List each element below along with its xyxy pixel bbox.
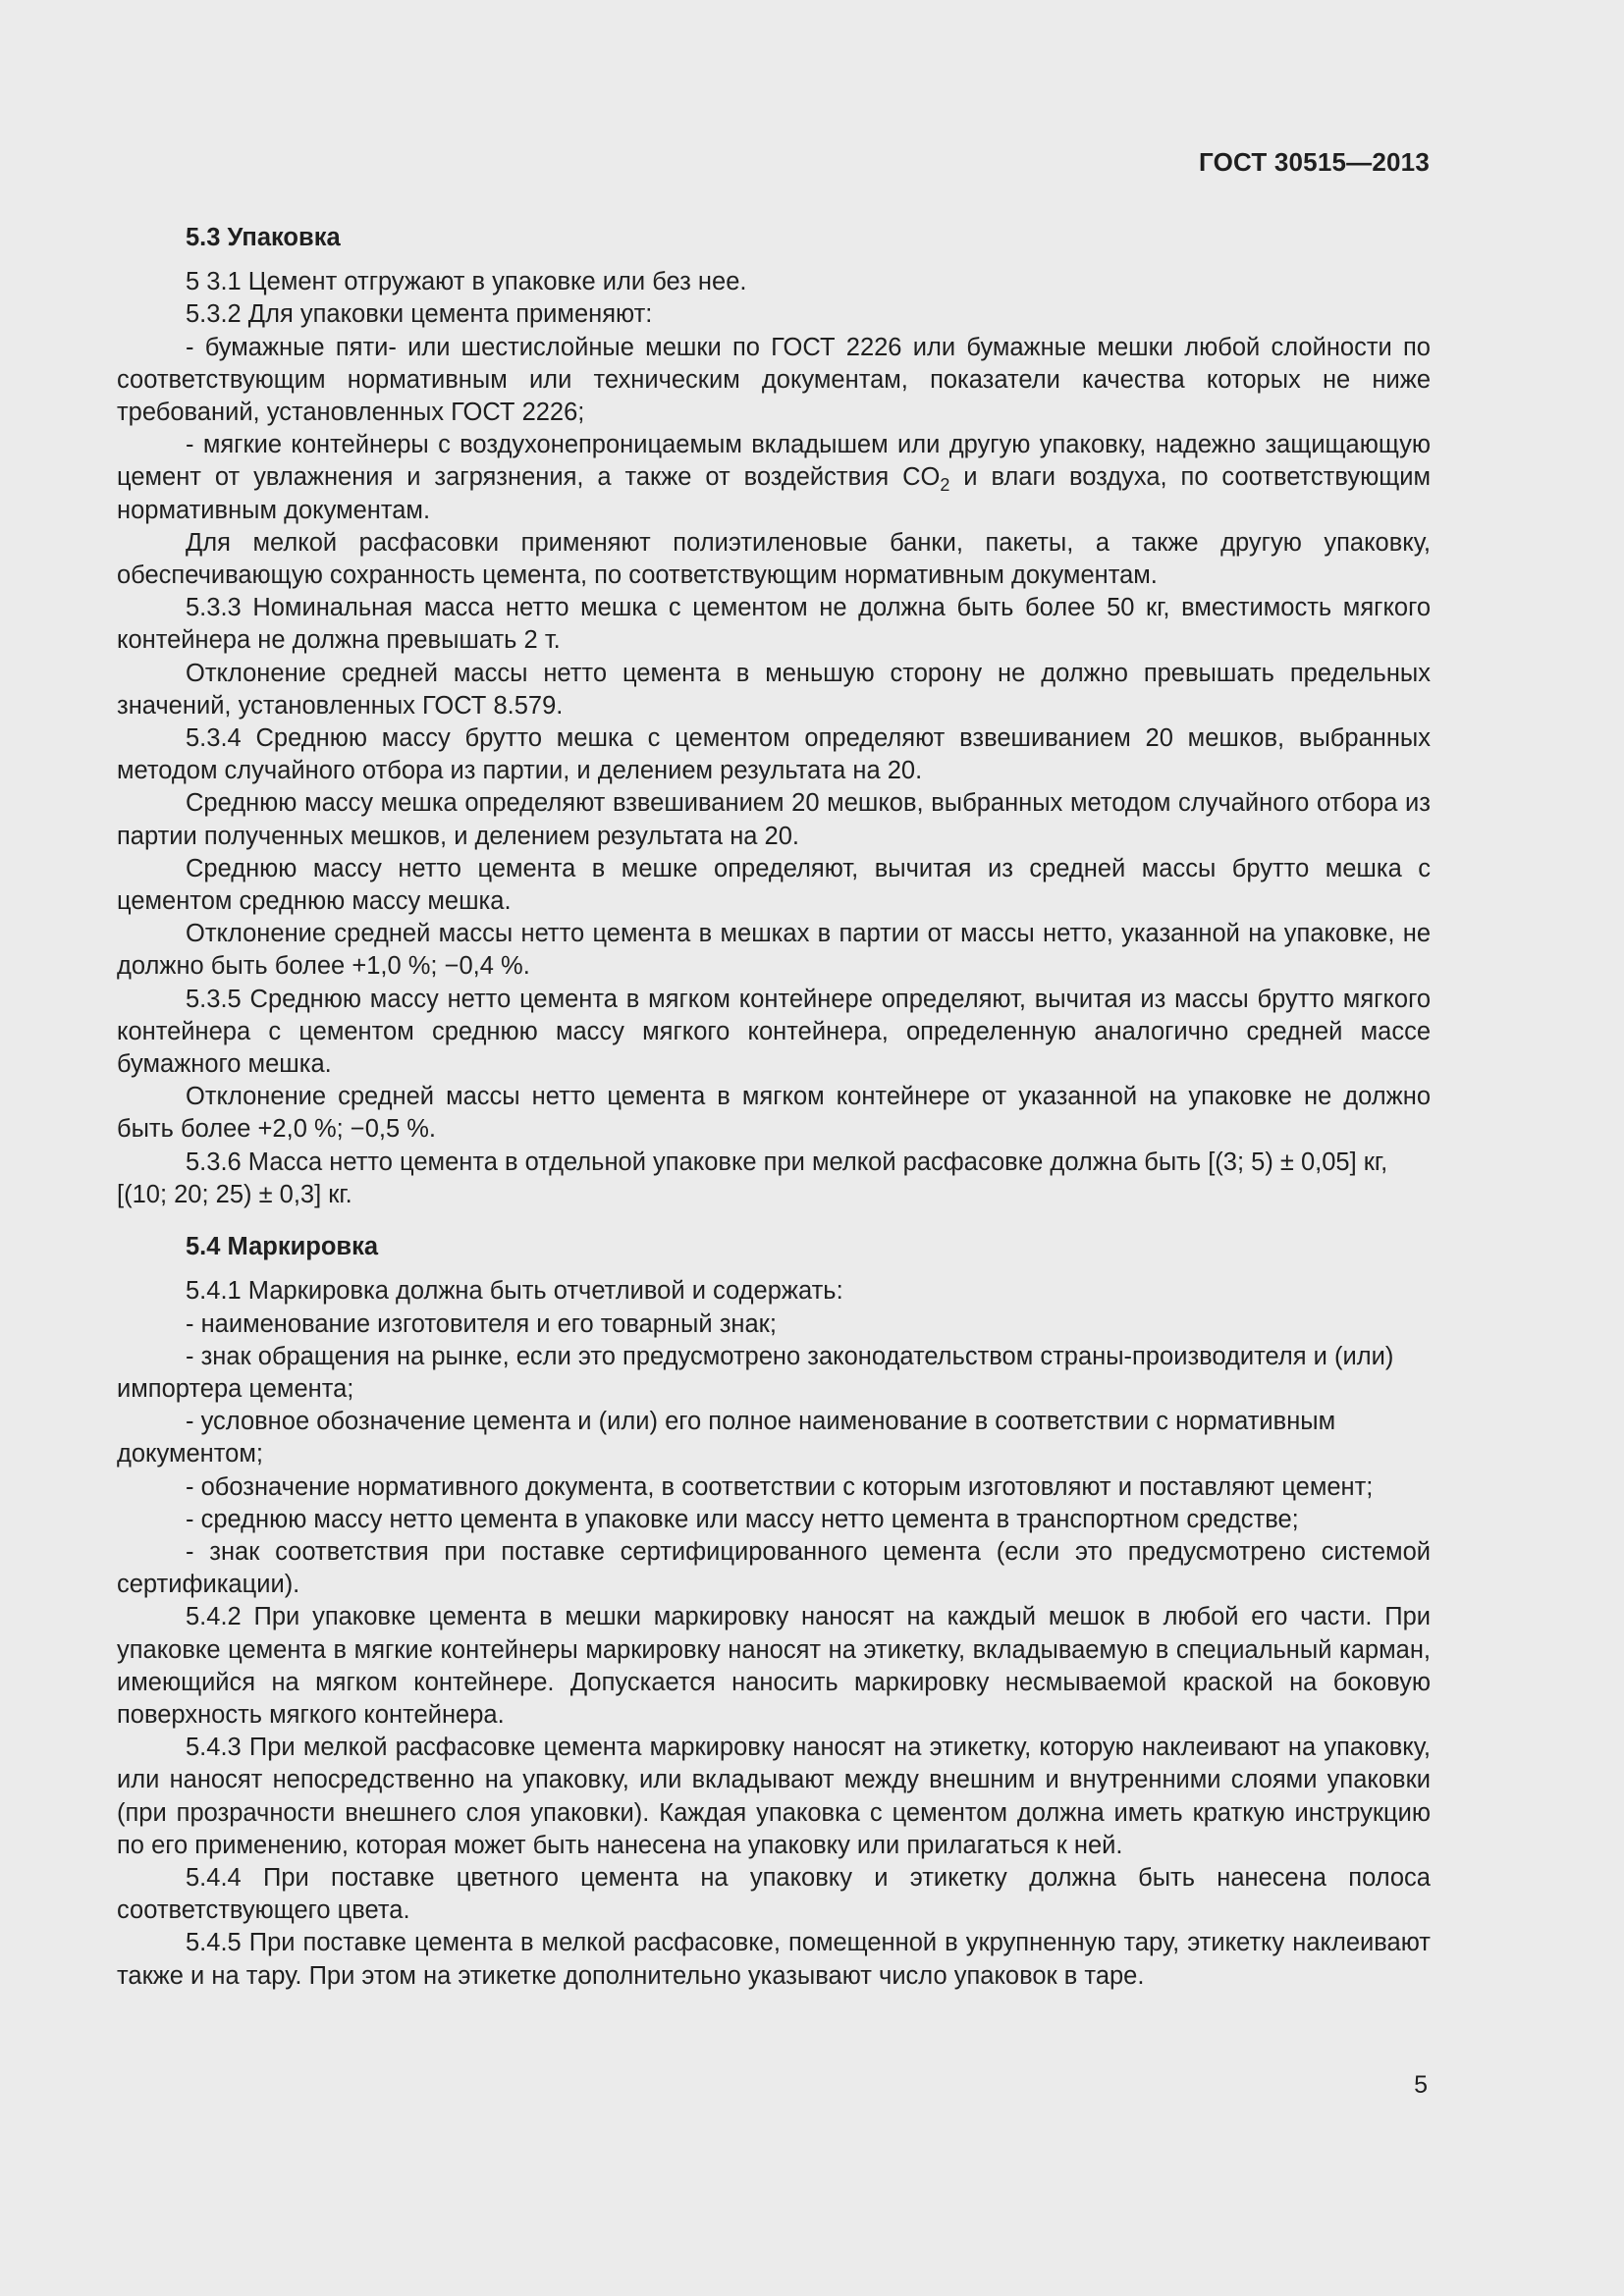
page-number: 5 — [1414, 2071, 1428, 2099]
paragraph-bag-mass: Среднюю массу мешка определяют взвешиванием 20 мешков, выбранных методом случайного отбора из партии полученных мешков, и делением результата на 20. — [117, 789, 1431, 850]
page-body — [117, 222, 1431, 1993]
soft-containers-text-start: - мягкие контейнеры с воздухонепроницаемым вкладышем или другую упаковку, надежно защищающую цемент от увлажнения и загрязнения, а также от воздействия CO — [117, 431, 1431, 492]
co2-subscript: 2 — [940, 475, 950, 496]
list-item-net-mass: - среднюю массу нетто цемента в упаковке или массу нетто цемента в транспортном средстве; — [186, 1505, 1299, 1533]
list-item-soft-containers — [117, 429, 1431, 527]
paragraph-container-deviation: Отклонение средней массы нетто цемента в мягком контейнере от указанной на упаковке не должно быть более +2,0 %; −0,5 %. — [117, 1083, 1431, 1144]
list-item-manufacturer: - наименование изготовителя и его товарный знак; — [186, 1309, 777, 1338]
list-item-paper-bags: - бумажные пяти- или шестислойные мешки по ГОСТ 2226 или бумажные мешки любой слойности по соответствующим нормативным или техническим документам, показатели качества которых не ниже требований, установленных ГОСТ 2226; — [117, 333, 1431, 427]
paragraph-small-packaging: Для мелкой расфасовки применяют полиэтиленовые банки, пакеты, а также другую упаковку, обеспечивающую сохранность цемента, по соответствующим нормативным документам. — [117, 528, 1431, 590]
paragraph-5-3-5: 5.3.5 Среднюю массу нетто цемента в мягком контейнере определяют, вычитая из массы брутто мягкого контейнера с цементом среднюю массу мягкого контейнера, определенную аналогично средней массе бумажного мешка. — [117, 985, 1431, 1079]
soft-containers-text-end: и влаги воздуха, по соответствующим нормативным документам. — [117, 463, 1431, 524]
paragraph-5-3-4: 5.3.4 Среднюю массу брутто мешка с цементом определяют взвешиванием 20 мешков, выбранных методом случайного отбора из партии, и делением результата на 20. — [117, 724, 1431, 785]
list-item-cement-designation: - условное обозначение цемента и (или) его полное наименование в соответствии с нормативным документом; — [117, 1408, 1336, 1468]
section-title-marking: 5.4 Маркировка — [186, 1233, 379, 1261]
section-title-packaging: 5.3 Упаковка — [186, 224, 341, 251]
list-item-conformity-mark: - знак соответствия при поставке сертифицированного цемента (если это предусмотрено системой сертификации). — [117, 1537, 1431, 1599]
standard-header: ГОСТ 30515—2013 — [1199, 147, 1430, 177]
list-item-normative-document: - обозначение нормативного документа, в соответствии с которым изготовляют и поставляют цемент; — [186, 1472, 1374, 1501]
paragraph-net-mass: Среднюю массу нетто цемента в мешке определяют, вычитая из средней массы брутто мешка с цементом среднюю массу мешка. — [117, 854, 1431, 916]
paragraph-5-4-3: 5.4.3 При мелкой расфасовке цемента маркировку наносят на этикетку, которую наклеивают на упаковку, или наносят непосредственно на упаковку, или вкладывают между внешним и внутренними слоями упаковки (при прозрачности внешнего слоя упаковки). Каждая упаковка с цементом должна иметь краткую инструкцию по его применению, которая может быть нанесена на упаковку или прилагаться к ней. — [117, 1734, 1431, 1859]
paragraph-bag-deviation: Отклонение средней массы нетто цемента в мешках в партии от массы нетто, указанной на упаковке, не должно быть более +1,0 %; −0,4 %. — [117, 920, 1431, 981]
paragraph-5-4-1: 5.4.1 Маркировка должна быть отчетливой и содержать: — [186, 1277, 843, 1306]
paragraph-5-3-2: 5.3.2 Для упаковки цемента применяют: — [186, 300, 653, 329]
paragraph-5-3-1: 5 3.1 Цемент отгружают в упаковке или без нее. — [186, 268, 747, 296]
paragraph-5-4-4: 5.4.4 При поставке цветного цемента на упаковку и этикетку должна быть нанесена полоса соответствующего цвета. — [117, 1863, 1431, 1925]
paragraph-mass-deviation: Отклонение средней массы нетто цемента в меньшую сторону не должно превышать предельных значений, установленных ГОСТ 8.579. — [117, 659, 1431, 720]
paragraph-5-3-3: 5.3.3 Номинальная масса нетто мешка с цементом не должна быть более 50 кг, вместимость мягкого контейнера не должна превышать 2 т. — [117, 594, 1431, 655]
list-item-market-sign: - знак обращения на рынке, если это предусмотрено законодательством страны-производителя и (или) импортера цемента; — [117, 1342, 1394, 1403]
paragraph-5-3-6: 5.3.6 Масса нетто цемента в отдельной упаковке при мелкой расфасовке должна быть [(3; 5) ± 0,05] кг, [(10; 20; 25) ± 0,3] кг. — [117, 1148, 1388, 1208]
paragraph-5-4-5: 5.4.5 При поставке цемента в мелкой расфасовке, помещенной в укрупненную тару, этикетку наклеивают также и на тару. При этом на этикетке дополнительно указывают число упаковок в таре. — [117, 1929, 1431, 1990]
paragraph-5-4-2: 5.4.2 При упаковке цемента в мешки маркировку наносят на каждый мешок в любой его части. При упаковке цемента в мягкие контейнеры маркировку наносят на этикетку, вкладываемую в специальный карман, имеющийся на мягком контейнере. Допускается наносить маркировку несмываемой краской на боковую поверхность мягкого контейнера. — [117, 1603, 1431, 1729]
